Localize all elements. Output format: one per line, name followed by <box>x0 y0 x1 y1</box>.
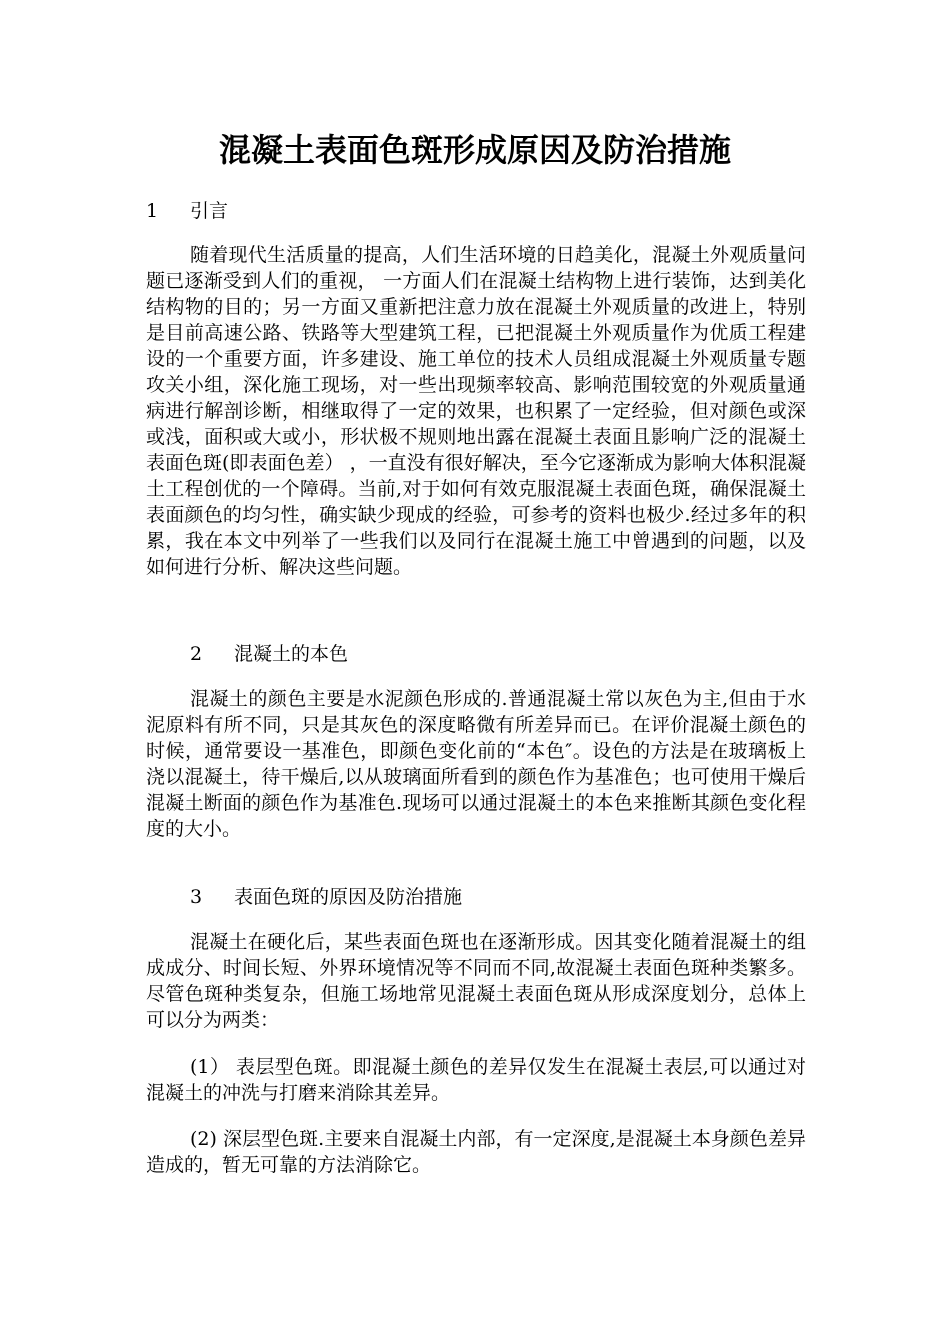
section-number: 3 <box>190 886 203 908</box>
paragraph: 混凝土在硬化后，某些表面色斑也在逐渐形成。因其变化随着混凝土的组成成分、时间长短、外界环境情况等不同而不同,故混凝土表面色斑种类繁多。尽管色斑种类复杂，但施工场地常见混凝土表面色斑从形成深度划分，总体上可以分为两类： <box>146 931 806 1031</box>
section-title: 表面色斑的原因及防治措施 <box>234 886 463 908</box>
document-title: 混凝土表面色斑形成原因及防治措施 <box>218 131 731 169</box>
paragraph: 混凝土的颜色主要是水泥颜色形成的.普通混凝土常以灰色为主,但由于水泥原料有所不同，只是其灰色的深度略微有所差异而已。在评价混凝土颜色的时候，通常要设一基准色，即颜色变化前的“本色″。设色的方法是在玻璃板上浇以混凝土，待干燥后,以从玻璃面所看到的颜色作为基准色；也可使用干燥后混凝土断面的颜色作为基准色.现场可以通过混凝土的本色来推断其颜色变化程度的大小。 <box>146 688 806 840</box>
section-number: 1 <box>146 200 159 222</box>
section-heading-1 <box>146 198 228 224</box>
section-title: 引言 <box>190 200 229 222</box>
section-heading-2 <box>190 641 348 667</box>
paragraph: 随着现代生活质量的提高，人们生活环境的日趋美化，混凝土外观质量问题已逐渐受到人们的重视， 一方面人们在混凝土结构物上进行装饰，达到美化结构物的目的；另一方面又重新把注意力放在混凝土外观质量的改进上，特别是目前高速公路、铁路等大型建筑工程，已把混凝土外观质量作为优质工程建设的一个重要方面，许多建设、施工单位的技术人员组成混凝土外观质量专题攻关小组，深化施工现场，对一些出现频率较高、影响范围较宽的外观质量通病进行解剖诊断，相继取得了一定的效果，也积累了一定经验，但对颜色或深或浅，面积或大或小，形状极不规则地出露在混凝土表面且影响广泛的混凝土表面色斑(即表面色差） ，一直没有很好解决，至今它逐渐成为影响大体积混凝土工程创优的一个障碍。当前,对于如何有效克服混凝土表面色斑，确保混凝土表面颜色的均匀性，确实缺少现成的经验，可参考的资料也极少.经过多年的积累，我在本文中列举了一些我们以及同行在混凝土施工中曾遇到的问题，以及如何进行分析、解决这些问题。 <box>146 244 806 578</box>
list-item-paragraph: (2) 深层型色斑.主要来自混凝土内部，有一定深度,是混凝土本身颜色差异造成的，暂无可靠的方法消除它。 <box>146 1128 806 1176</box>
list-item-paragraph: (1） 表层型色斑。即混凝土颜色的差异仅发生在混凝土表层,可以通过对混凝土的冲洗与打磨来消除其差异。 <box>146 1056 806 1104</box>
section-number: 2 <box>190 643 203 665</box>
section-heading-3 <box>190 884 462 910</box>
section-title: 混凝土的本色 <box>234 643 349 665</box>
